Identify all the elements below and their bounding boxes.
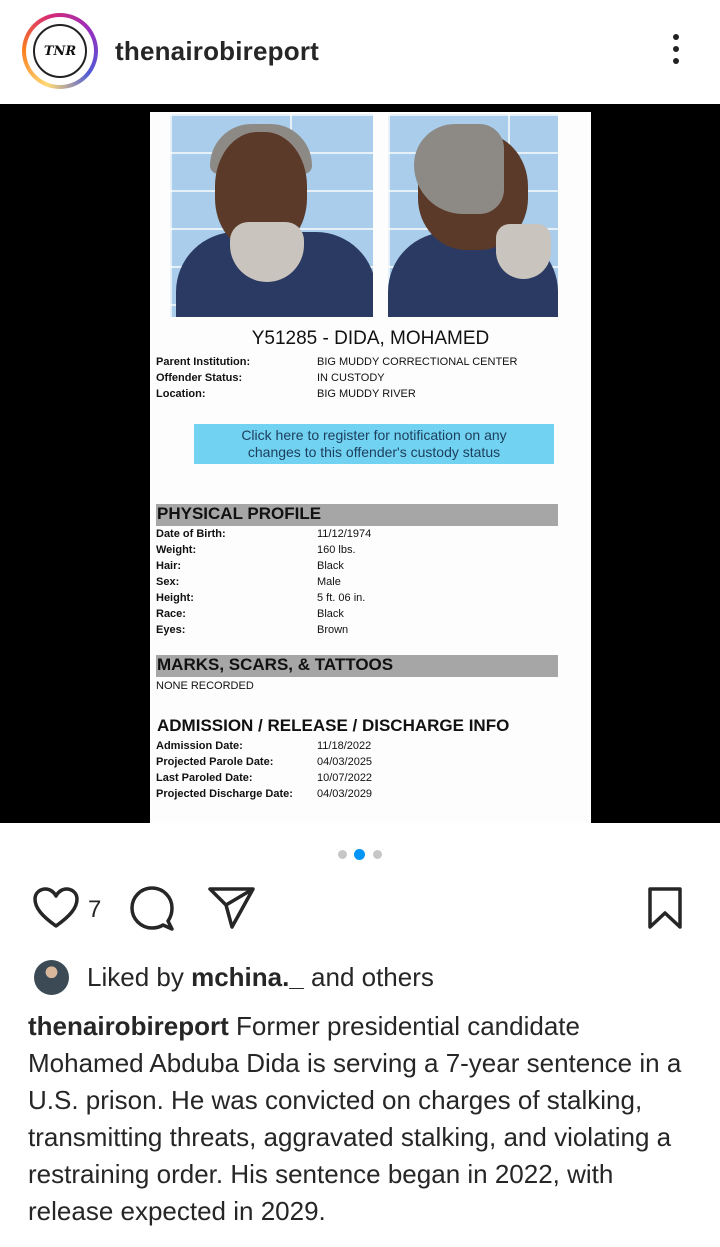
info-value: BIG MUDDY RIVER xyxy=(317,388,416,400)
physical-value: 5 ft. 06 in. xyxy=(317,592,366,604)
physical-label: Height: xyxy=(156,592,194,604)
caption-text: Former presidential candidate Mohamed Abduba Dida is serving a 7-year sentence in a U.S. prison. He was convicted on charges of stalking, transmitting threats, aggravated stalking, and violating a restraining order. His sentence began in 2022, with release expected in 2029. xyxy=(28,1011,682,1226)
physical-label: Weight: xyxy=(156,544,197,556)
info-label: Offender Status: xyxy=(156,372,243,384)
admission-label: Admission Date: xyxy=(156,740,243,752)
physical-value: Black xyxy=(317,560,344,572)
carousel-dot-active xyxy=(354,849,365,860)
info-label: Parent Institution: xyxy=(156,356,251,368)
physical-value: Black xyxy=(317,608,344,620)
liked-by-avatar[interactable] xyxy=(34,960,69,995)
notification-register-link[interactable]: Click here to register for notification on any changes to this offender's custody status xyxy=(194,424,554,464)
liked-by-user[interactable]: mchina._ xyxy=(191,962,304,992)
profile-avatar[interactable] xyxy=(22,13,98,89)
physical-value: 160 lbs. xyxy=(317,544,356,556)
post-caption xyxy=(28,1008,698,1230)
more-options-icon[interactable] xyxy=(668,34,684,70)
heart-icon[interactable] xyxy=(32,886,80,930)
marks-value: NONE RECORDED xyxy=(156,680,254,692)
admission-value: 10/07/2022 xyxy=(317,772,373,784)
post-header xyxy=(0,0,720,104)
admission-label: Last Paroled Date: xyxy=(156,772,253,784)
comment-icon[interactable] xyxy=(128,884,176,932)
avatar-logo: TNR xyxy=(33,24,87,78)
record-title: Y51285 - DIDA, MOHAMED xyxy=(251,328,490,349)
physical-value: 11/12/1974 xyxy=(317,528,372,540)
carousel-indicator xyxy=(336,848,386,860)
carousel-dot xyxy=(373,850,382,859)
physical-label: Date of Birth: xyxy=(156,528,226,540)
physical-value: Brown xyxy=(317,624,349,636)
mugshot-side xyxy=(388,114,558,317)
info-label: Location: xyxy=(156,388,206,400)
post-image[interactable] xyxy=(0,104,720,823)
admission-heading: ADMISSION / RELEASE / DISCHARGE INFO xyxy=(157,716,510,735)
info-value: IN CUSTODY xyxy=(317,372,385,384)
carousel-dot xyxy=(338,850,347,859)
physical-label: Sex: xyxy=(156,576,180,588)
physical-label: Eyes: xyxy=(156,624,186,636)
profile-username[interactable]: thenairobireport xyxy=(115,36,319,66)
admission-value: 11/18/2022 xyxy=(317,740,372,752)
share-icon[interactable] xyxy=(206,885,256,929)
marks-heading: MARKS, SCARS, & TATTOOS xyxy=(157,655,394,674)
admission-value: 04/03/2029 xyxy=(317,788,373,800)
liked-by-text[interactable]: Liked by mchina._ and others xyxy=(87,962,434,992)
physical-value: Male xyxy=(317,576,341,588)
inmate-record-document xyxy=(150,112,591,823)
like-count[interactable]: 7 xyxy=(88,896,102,923)
admission-value: 04/03/2025 xyxy=(317,756,373,768)
admission-label: Projected Parole Date: xyxy=(156,756,274,768)
save-bookmark-icon[interactable] xyxy=(646,886,684,930)
mugshot-front xyxy=(170,114,373,317)
physical-label: Hair: xyxy=(156,560,182,572)
caption-username[interactable]: thenairobireport xyxy=(28,1011,229,1041)
admission-label: Projected Discharge Date: xyxy=(156,788,293,800)
physical-label: Race: xyxy=(156,608,186,620)
info-value: BIG MUDDY CORRECTIONAL CENTER xyxy=(317,356,518,368)
physical-profile-heading: PHYSICAL PROFILE xyxy=(157,504,322,523)
